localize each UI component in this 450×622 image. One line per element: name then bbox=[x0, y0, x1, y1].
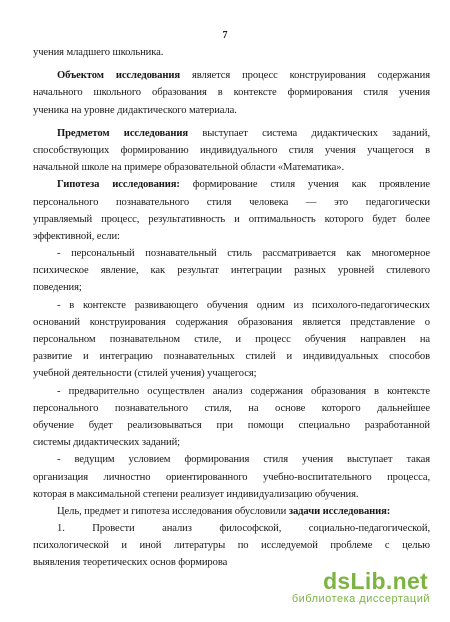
text-run: Цель, предмет и гипотеза исследования обусловили bbox=[57, 505, 289, 517]
text-line: начальной школе на примере образовательной области «Математика». bbox=[33, 162, 344, 174]
text-line: учения младшего школьника. bbox=[33, 47, 164, 58]
watermark[interactable] bbox=[246, 568, 436, 610]
text-line: которая в максимальной степени реализует индивидуализацию обучения. bbox=[33, 488, 359, 500]
text-line: оснований конструирования содержания образования является представление о bbox=[33, 316, 430, 328]
text-line: развитие и интеграцию познавательных стилей и индивидуальных способов bbox=[33, 351, 430, 363]
text-line: поведения; bbox=[33, 282, 82, 294]
text-line: персонального познавательного стиля человека — это педагогически bbox=[33, 196, 430, 208]
text-line: психическое явление, как результат интеграции разных уровней стилевого bbox=[33, 265, 430, 277]
text-run: выступает система дидактических заданий, bbox=[187, 127, 430, 139]
text-line: выявления теоретических основ формирова bbox=[33, 557, 228, 569]
text-line: управляемый процесс, результативность и оптимальность которого будет более bbox=[33, 213, 430, 225]
text-line bbox=[33, 503, 430, 520]
watermark-subtitle: библиотека диссертаций bbox=[291, 593, 430, 605]
bold-term: Гипотеза исследования: bbox=[57, 179, 180, 191]
text-line bbox=[33, 125, 430, 142]
bold-term: задачи исследования: bbox=[288, 505, 391, 517]
document-body bbox=[33, 44, 430, 572]
text-run: формирование стиля учения как проявление bbox=[179, 179, 430, 191]
text-line: организация личностно ориентированного учебно-воспитательного процесса, bbox=[33, 471, 430, 483]
text-line: системы дидактических заданий; bbox=[33, 437, 181, 449]
bold-term: Предметом исследования bbox=[57, 127, 188, 139]
text-run: является процесс конструирования содержания bbox=[179, 70, 430, 82]
text-line: - ведущим условием формирования стиля учения выступает такая bbox=[57, 454, 430, 466]
text-line: 1. Провести анализ философской, социально-педагогической, bbox=[57, 523, 430, 535]
page-number: 7 bbox=[222, 30, 228, 41]
text-line: ученика на уровне дидактического материала. bbox=[33, 104, 237, 116]
text-line: психологической и иной литературы по исследуемой проблеме с целью bbox=[33, 540, 430, 552]
text-line: учебной деятельности (стилей учения) учащегося; bbox=[33, 368, 257, 380]
bold-term: Объектом исследования bbox=[57, 70, 180, 82]
text-line: начального школьного образования в контексте формирования стиля учения bbox=[33, 87, 430, 99]
text-line: - в контексте развивающего обучения одним из психолого-педагогических bbox=[57, 299, 430, 311]
text-line: персональном познавательном стиле, и процесс обучения направлен на bbox=[33, 334, 430, 345]
text-line: эффективной, если: bbox=[33, 230, 120, 242]
text-line: обучение будет реализовываться при помощи специально разработанной bbox=[33, 419, 430, 431]
text-line: персонального познавательного стиля, на основе которого дальнейшее bbox=[33, 402, 430, 414]
watermark-logo[interactable]: dsLib.net bbox=[323, 568, 428, 594]
text-line: - предварительно осуществлен анализ содержания образования в контексте bbox=[57, 385, 430, 397]
text-line: - персональный познавательный стиль рассматривается как многомерное bbox=[57, 248, 430, 260]
text-line bbox=[33, 176, 430, 193]
text-line: способствующих формированию индивидуального стиля учения учащегося в bbox=[33, 144, 430, 156]
text-line bbox=[33, 67, 430, 84]
